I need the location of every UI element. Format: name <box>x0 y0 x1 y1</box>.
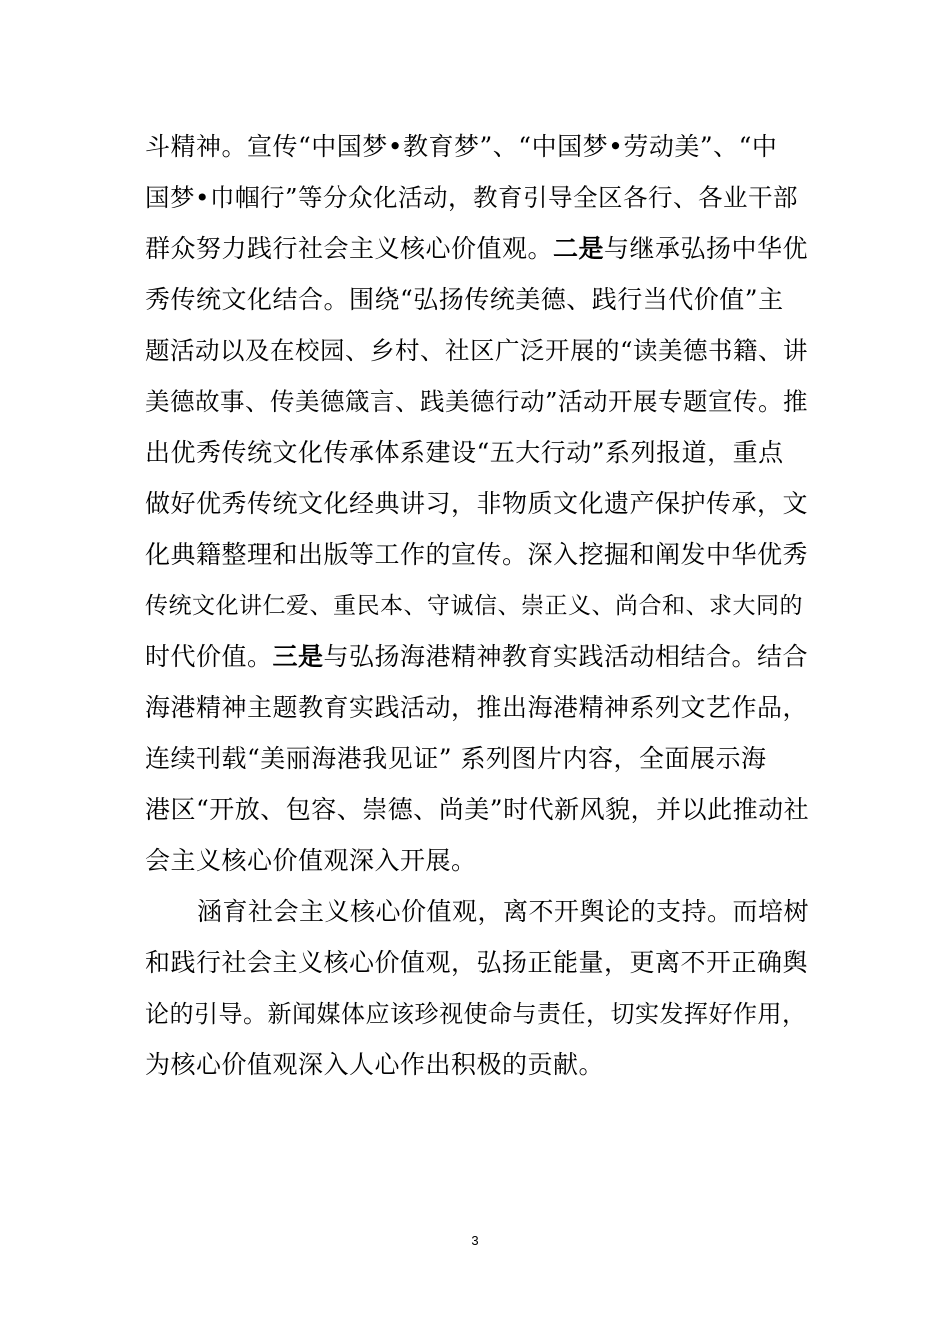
paragraph-1-line-13: 连续刊载“美丽海港我见证” 系列图片内容，全面展示海 <box>145 744 767 773</box>
paragraph-2-line-2: 和践行社会主义核心价值观，弘扬正能量，更离不开正确舆 <box>145 948 809 977</box>
emphasis-third-point: 三是 <box>272 642 324 671</box>
paragraph-1-line-14: 港区“开放、包容、崇德、尚美”时代新风貌，并以此推动社 <box>145 795 810 824</box>
paragraph-1-line-3 <box>145 229 810 269</box>
paragraph-1-line-5: 题活动以及在校园、乡村、社区广泛开展的“读美德书籍、讲 <box>145 336 809 365</box>
paragraph-1-line-1: 斗精神。宣传“中国梦•教育梦”、“中国梦•劳动美”、“中 <box>145 132 778 161</box>
body-text: 与弘扬海港精神教育实践活动相结合。结合 <box>323 642 809 671</box>
paragraph-1-line-9: 化典籍整理和出版等工作的宣传。深入挖掘和阐发中华优秀 <box>145 540 809 569</box>
paragraph-1-line-8: 做好优秀传统文化经典讲习，非物质文化遗产保护传承，文 <box>145 489 809 518</box>
body-text: 与继承弘扬中华优 <box>604 234 809 263</box>
paragraph-1-line-2: 国梦•巾帼行”等分众化活动，教育引导全区各行、各业干部 <box>145 183 798 212</box>
body-text: 时代价值。 <box>145 642 273 671</box>
paragraph-1-line-10: 传统文化讲仁爱、重民本、守诚信、崇正义、尚合和、求大同的 <box>145 593 803 619</box>
paragraph-1-line-7: 出优秀传统文化传承体系建设“五大行动”系列报道，重点 <box>145 438 784 467</box>
body-text: 群众努力践行社会主义核心价值观。 <box>145 234 554 263</box>
paragraph-1-line-15: 会主义核心价值观深入开展。 <box>145 846 477 875</box>
paragraph-1-line-6: 美德故事、传美德箴言、践美德行动”活动开展专题宣传。推 <box>145 387 809 416</box>
page-number: 3 <box>471 1233 479 1248</box>
paragraph-1-line-11 <box>145 637 810 677</box>
paragraph-2-line-3: 论的引导。新闻媒体应该珍视使命与责任，切实发挥好作用， <box>145 1000 807 1028</box>
paragraph-2-line-1: 涵育社会主义核心价值观，离不开舆论的支持。而培树 <box>197 897 810 926</box>
paragraph-1-line-12: 海港精神主题教育实践活动，推出海港精神系列文艺作品， <box>145 693 809 722</box>
paragraph-2-line-4: 为核心价值观深入人心作出积极的贡献。 <box>145 1050 605 1079</box>
paragraph-1-line-4: 秀传统文化结合。围绕“弘扬传统美德、践行当代价值”主 <box>145 285 784 314</box>
emphasis-second-point: 二是 <box>553 234 605 263</box>
